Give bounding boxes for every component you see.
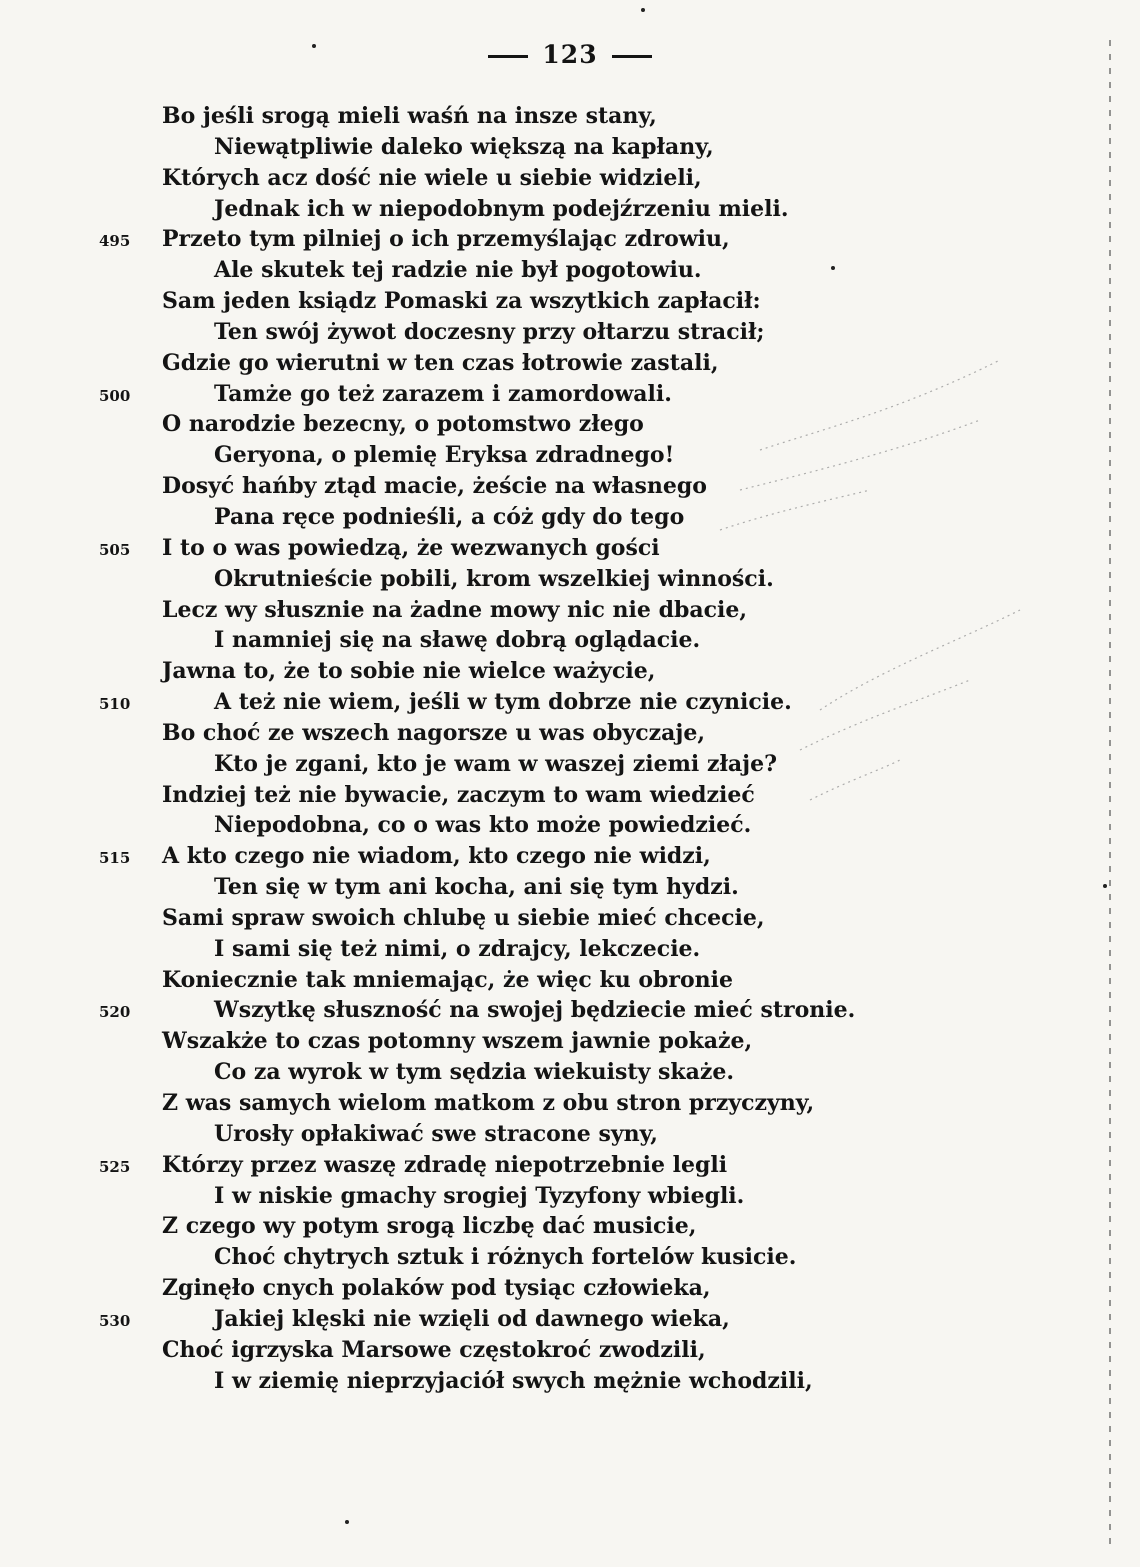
line-number: 505	[99, 540, 131, 559]
verse-text: Pana ręce podnieśli, a cóż gdy do tego	[214, 503, 685, 530]
verse-text: Sami spraw swoich chlubę u siebie mieć chcecie,	[162, 904, 765, 931]
verse-line	[0, 286, 1140, 317]
verse-line	[0, 995, 1140, 1026]
verse-text: Choć chytrych sztuk i różnych fortelów kusicie.	[214, 1244, 797, 1271]
verse-line	[0, 163, 1140, 194]
verse-line	[0, 1181, 1140, 1212]
verse-text: Choć igrzyska Marsowe częstokroć zwodzili,	[162, 1336, 706, 1363]
verse-text: Ten swój żywot doczesny przy ołtarzu stracił;	[214, 318, 765, 345]
verse-text: Wszytkę słuszność na swojej będziecie mieć stronie.	[214, 997, 856, 1024]
verse-text: Z czego wy potym srogą liczbę dać musicie,	[162, 1213, 697, 1240]
line-number: 500	[99, 386, 131, 405]
verse-text: Przeto tym pilniej o ich przemyślając zdrowiu,	[162, 226, 730, 253]
verse-text: Niepodobna, co o was kto może powiedzieć.	[214, 812, 752, 839]
verse-text: Wszakże to czas potomny wszem jawnie pokaże,	[162, 1028, 753, 1055]
verse-line	[0, 1273, 1140, 1304]
page-number: 123	[542, 40, 598, 69]
verse-text: Jawna to, że to sobie nie wielce ważycie,	[162, 658, 656, 685]
verse-line	[0, 255, 1140, 286]
verse-text: Ten się w tym ani kocha, ani się tym hydzi.	[214, 874, 739, 901]
verse-text: I to o was powiedzą, że wezwanych gości	[162, 534, 660, 561]
verse-line	[0, 194, 1140, 225]
verse-line	[0, 1057, 1140, 1088]
verse-text: Bo choć ze wszech nagorsze u was obyczaje,	[162, 719, 705, 746]
verse-text: Jakiej klęski nie wzięli od dawnego wieka,	[214, 1305, 730, 1332]
verse-line	[0, 1088, 1140, 1119]
verse-text: Zginęło cnych polaków pod tysiąc człowieka,	[162, 1275, 711, 1302]
verse-line	[0, 132, 1140, 163]
line-number: 520	[99, 1003, 131, 1022]
verse-line	[0, 1242, 1140, 1273]
ink-speck	[345, 1520, 349, 1524]
verse-text: A też nie wiem, jeśli w tym dobrze nie czynicie.	[214, 689, 792, 716]
verse-text: I w ziemię nieprzyjaciół swych mężnie wchodzili,	[214, 1367, 813, 1394]
verse-text: Koniecznie tak mniemając, że więc ku obronie	[162, 966, 734, 993]
verse-text: Kto je zgani, kto je wam w waszej ziemi złaje?	[214, 750, 778, 777]
line-number: 530	[99, 1311, 131, 1330]
page-header	[0, 40, 1140, 69]
verse-line	[0, 1026, 1140, 1057]
verse-text: Dosyć hańby ztąd macie, żeście na własnego	[162, 473, 707, 500]
verse-line	[0, 934, 1140, 965]
line-number: 525	[99, 1157, 131, 1176]
header-dash-right	[612, 55, 652, 58]
verse-text: Bo jeśli srogą mieli waśń na insze stany,	[162, 103, 657, 129]
verse-line	[0, 224, 1140, 255]
verse-text: Indziej też nie bywacie, zaczym to wam wiedzieć	[162, 781, 755, 808]
verse-line	[0, 1150, 1140, 1181]
verse-text: Geryona, o plemię Eryksa zdradnego!	[214, 442, 675, 469]
ink-speck	[1103, 884, 1107, 888]
line-number: 515	[99, 849, 131, 868]
verse-line	[0, 903, 1140, 934]
verse-text: Ale skutek tej radzie nie był pogotowiu.	[214, 257, 702, 284]
verse-text: Z was samych wielom matkom z obu stron przyczyny,	[162, 1090, 815, 1116]
verse-text: I sami się też nimi, o zdrajcy, lekczecie.	[214, 935, 701, 962]
verse-line	[0, 1119, 1140, 1150]
verse-text: O narodzie bezecny, o potomstwo złego	[162, 411, 644, 438]
verse-line	[0, 101, 1140, 132]
ink-speck	[641, 8, 645, 12]
verse-text: Jednak ich w niepodobnym podejźrzeniu mieli.	[214, 195, 789, 222]
verse-text: Tamże go też zarazem i zamordowali.	[214, 380, 672, 407]
verse-text: Okrutnieście pobili, krom wszelkiej winności.	[214, 565, 774, 592]
verse-text: Lecz wy słusznie na żadne mowy nic nie dbacie,	[162, 596, 747, 623]
verse-text: Którzy przez waszę zdradę niepotrzebnie legli	[162, 1151, 728, 1178]
line-number: 510	[99, 695, 131, 714]
verse-text: Których acz dość nie wiele u siebie widzieli,	[162, 164, 702, 191]
verse-text: A kto czego nie wiadom, kto czego nie widzi,	[162, 843, 711, 870]
verse-line	[0, 1335, 1140, 1366]
ink-speck	[312, 44, 316, 48]
verse-line	[0, 965, 1140, 996]
verse-text: I namniej się na sławę dobrą oglądacie.	[214, 627, 701, 654]
binding-edge	[1109, 40, 1111, 1550]
verse-text: Urosły opłakiwać swe stracone syny,	[214, 1120, 658, 1147]
verse-line	[0, 1304, 1140, 1335]
verse-line	[0, 1366, 1140, 1397]
line-number: 495	[99, 232, 131, 251]
faint-pencil-marks	[700, 330, 1040, 890]
ink-speck	[831, 266, 835, 270]
verse-text: Niewątpliwie daleko większą na kapłany,	[214, 133, 714, 160]
verse-text: Sam jeden ksiądz Pomaski za wszytkich zapłacił:	[162, 288, 761, 315]
verse-text: Gdzie go wierutni w ten czas łotrowie zastali,	[162, 349, 719, 376]
verse-text: Co za wyrok w tym sędzia wiekuisty skaże.	[214, 1059, 735, 1086]
verse-line	[0, 1211, 1140, 1242]
verse-text: I w niskie gmachy srogiej Tyzyfony wbiegli.	[214, 1182, 745, 1209]
header-dash-left	[488, 55, 528, 58]
